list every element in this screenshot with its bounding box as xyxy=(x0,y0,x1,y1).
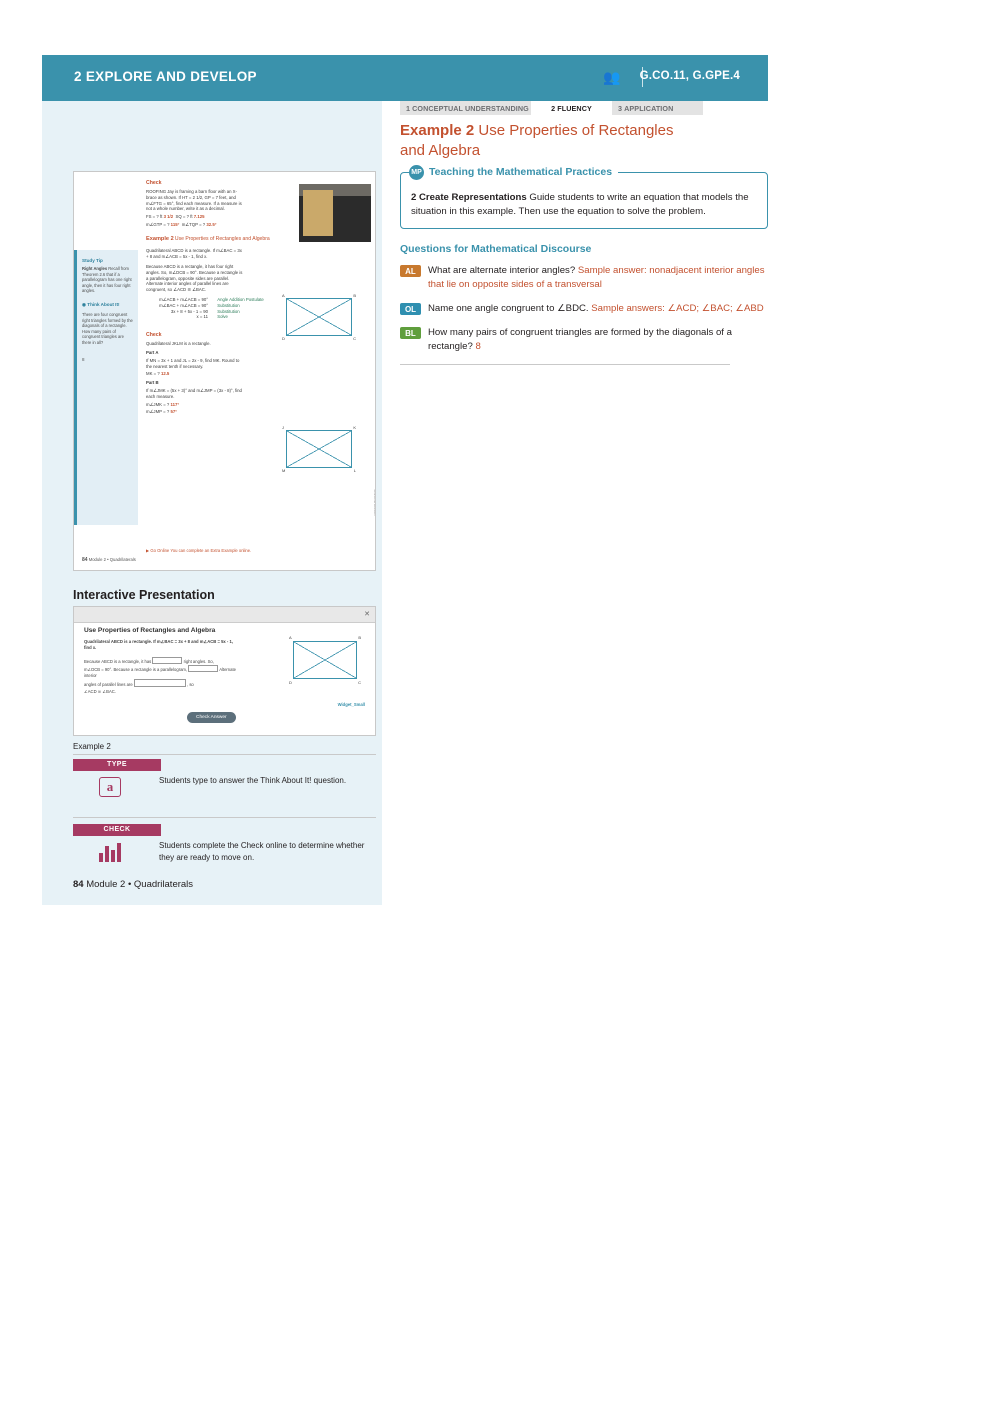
feature-row-type xyxy=(73,759,376,794)
part-a-answer: MK = ? 12.5 xyxy=(146,371,170,377)
tab-number: 3 xyxy=(618,103,623,113)
interactive-presentation-title: Interactive Presentation xyxy=(73,588,215,602)
example-title: Use Properties of Rectangles and Algebra xyxy=(174,235,270,242)
mp-title: Teaching the Mathematical Practices xyxy=(429,166,613,178)
equation-row: x = 11 Solve xyxy=(196,314,228,320)
mp-header xyxy=(409,165,618,180)
question-text: How many pairs of congruent triangles are formed by the diagonals of a rectangle? 8 xyxy=(428,327,732,352)
student-edition-page-thumbnail xyxy=(73,171,376,571)
part-a-label: Part A xyxy=(146,349,159,355)
equation-row: m∠ACB + m∠ACB = 90° Angle Addition Postulate xyxy=(159,296,264,302)
people-icon: 👥 xyxy=(603,69,621,85)
tab-label: APPLICATION xyxy=(624,103,674,113)
think-about-it-body: There are four congruent right triangles formed by the diagonals of a rectangle. How many pairs of congruent triangles are there in all? xyxy=(82,312,133,345)
mp-lead: 2 Create Representations xyxy=(411,191,527,203)
think-about-it-answer-line: 8 xyxy=(82,357,85,362)
part-b-text: If m∠JMK = (5x + 3)° and m∠JMP = (3x - 8)°, find each measure. xyxy=(146,387,242,399)
divider xyxy=(73,754,376,755)
feature-description: Students complete the Check online to determine whether they are ready to move on. xyxy=(159,841,365,862)
rectangle-jklm-figure: J K L M xyxy=(282,425,356,473)
close-icon[interactable]: ✕ xyxy=(364,611,370,618)
standards-label: G.CO.11, G.GPE.4 xyxy=(639,70,740,82)
tab-fluency[interactable] xyxy=(532,101,612,115)
answer-blank-1[interactable] xyxy=(152,657,182,664)
feature-description: Students type to answer the Think About It! question. xyxy=(159,776,347,785)
check-a4: 32.5° xyxy=(206,222,217,227)
feature-tag: CHECK xyxy=(73,824,161,836)
divider xyxy=(400,364,730,365)
example-label: Example 2 xyxy=(400,122,475,139)
window-conclusion: ∠ACD ≅ ∠BAC. xyxy=(84,688,116,694)
page-number-footer: 84 Module 2 • Quadrilaterals xyxy=(73,879,194,890)
check-body: ROOFING Jay is framing a barn floor with an X-brace as shown. If HT = 2 1/2, GP = 7 feet, and m∠FTG = 65°, find each measure. If a measure is not a whole number, write it as a decimal. xyxy=(146,189,242,212)
check-q3: m∠GTP = ? 115° m∠TQP = ? 32.5° xyxy=(146,222,217,227)
answer-blank-2[interactable] xyxy=(188,665,218,672)
widget-label: Widget_Small xyxy=(337,702,365,707)
part-b-label: Part B xyxy=(146,380,159,386)
barn-photo xyxy=(299,184,371,242)
example-title-line2: and Algebra xyxy=(400,142,481,160)
window-prompt: Quadrilateral ABCD is a rectangle. If m∠BAC = 3x + 8 and m∠ACB = 5x - 1, find x. xyxy=(84,639,233,651)
question-answer: 8 xyxy=(475,340,481,352)
window-titlebar xyxy=(74,607,375,623)
window-body: Quadrilateral ABCD is a rectangle. If m∠BAC = 3x + 8 and m∠ACB = 5x - 1, find x. Because ABCD is a rectangle, it has right angles. So, m∠DCB = 90°. Because a rectangle is a parallelogram, Alternate interior angles of parallel lines are , so ∠ACD ≅ ∠BAC. xyxy=(84,639,239,695)
question-answer: Sample answer: nonadjacent interior angles that lie on opposite sides of a transversal xyxy=(428,265,765,291)
page-footer: 84 Module 2 • Quadrilaterals xyxy=(82,557,136,564)
bar-chart-icon xyxy=(95,839,125,865)
study-tip-title: Study Tip xyxy=(82,258,103,263)
discourse-question xyxy=(400,264,768,292)
mp-text: Guide students to write an equation that models the situation in this example. Then use the equation to solve the problem. xyxy=(411,191,749,217)
rectangle-abcd-figure-interactive: A B C D xyxy=(289,635,361,685)
example-heading xyxy=(400,121,768,162)
interactive-caption: Example 2 xyxy=(73,742,111,751)
go-online-note: ▶ Go Online You can complete an Extra Example online. xyxy=(146,548,252,554)
study-tip-body: Right Angles Recall from Theorem 2.6 that if a parallelogram has one right angle, then it has four right angles. xyxy=(82,266,132,294)
page-main-column xyxy=(146,180,371,473)
feature-tag: TYPE xyxy=(73,759,161,771)
check2-intro: Quadrilateral JKLM is a rectangle. xyxy=(146,341,211,347)
textbook-page xyxy=(42,55,768,905)
section-header xyxy=(42,55,768,101)
level-badge-ol: OL xyxy=(400,303,421,315)
example-solution: Because ABCD is a rectangle, it has four right angles. So, m∠DCB = 90°. Because a rectangle is a parallelogram, opposite sides are parallel. Alternate interior angles of parallel lines are congruent, so ∠ACD ≅ ∠BAC. xyxy=(146,263,243,293)
check-heading: Check xyxy=(146,180,162,186)
discourse-title: Questions for Mathematical Discourse xyxy=(400,243,592,256)
left-panel xyxy=(42,101,382,905)
divider xyxy=(73,817,376,818)
equation-row: m∠BAC + m∠ACB = 90° Substitution xyxy=(159,302,240,308)
tab-application[interactable] xyxy=(612,101,704,115)
image-credit: McGraw-Hill Education xyxy=(372,488,376,515)
window-title: Use Properties of Rectangles and Algebra xyxy=(84,627,216,634)
check-a1: 3 1/2 xyxy=(163,214,174,220)
tab-label: CONCEPTUAL UNDERSTANDING xyxy=(412,103,529,113)
tab-conceptual-understanding[interactable] xyxy=(400,101,532,115)
tab-number: 1 xyxy=(406,103,411,113)
level-badge-bl: BL xyxy=(400,327,421,339)
mathematical-practices-box xyxy=(400,166,768,230)
check-q1: FS = ? ft 3 1/2 SQ = ? ft 7.125 xyxy=(146,214,205,220)
example-problem: Quadrilateral ABCD is a rectangle. If m∠BAC = 3x + 8 and m∠ACB = 5x - 1, find x. xyxy=(146,248,242,260)
check2-heading: Check xyxy=(146,332,162,339)
teacher-notes-panel xyxy=(400,121,768,365)
question-text: What are alternate interior angles? Sample answer: nonadjacent interior angles that lie on opposite sides of a transversal xyxy=(428,265,765,291)
mp-body xyxy=(411,191,757,220)
tab-label: FLUENCY xyxy=(557,103,592,113)
part-a-text: If MN = 3x + 1 and JL = 2x - 9, find MK. Round to the nearest tenth if necessary. xyxy=(146,357,240,369)
page-sidebar-accent xyxy=(74,250,77,525)
check-a2: 7.125 xyxy=(193,214,205,220)
question-answer: Sample answers: ∠ACD; ∠BAC; ∠ABD xyxy=(591,303,764,315)
rectangle-abcd-figure: A B C D xyxy=(282,293,356,341)
letter-a-icon: a xyxy=(95,774,125,800)
part-b-answer-1: m∠JMK = ? 117° xyxy=(146,401,180,407)
question-text: Name one angle congruent to ∠BDC. Sample answers: ∠ACD; ∠BAC; ∠ABD xyxy=(428,303,764,315)
discourse-question xyxy=(400,302,768,316)
mp-badge-icon: MP xyxy=(409,165,424,180)
check-a3: 115° xyxy=(170,222,180,227)
tab-number: 2 xyxy=(551,103,556,113)
level-badge-al: AL xyxy=(400,265,421,277)
feature-row-check xyxy=(73,824,376,862)
discourse-question xyxy=(400,326,768,354)
section-header-title: 2 EXPLORE AND DEVELOP xyxy=(74,69,257,84)
example-title-line1: Use Properties of Rectangles xyxy=(478,122,674,139)
think-about-it-title: ◉ Think About It! xyxy=(82,302,120,307)
example-label: Example 2 xyxy=(146,235,174,242)
answer-blank-3[interactable] xyxy=(134,679,186,687)
equation-row: 3x + 8 + 5x - 1 = 90 Substitution xyxy=(170,308,240,314)
interactive-presentation-window[interactable] xyxy=(73,606,376,736)
check-answer-button[interactable]: Check Answer xyxy=(187,712,236,723)
part-b-answer-2: m∠JMP = ? 57° xyxy=(146,409,177,415)
tab-strip[interactable] xyxy=(400,101,768,115)
